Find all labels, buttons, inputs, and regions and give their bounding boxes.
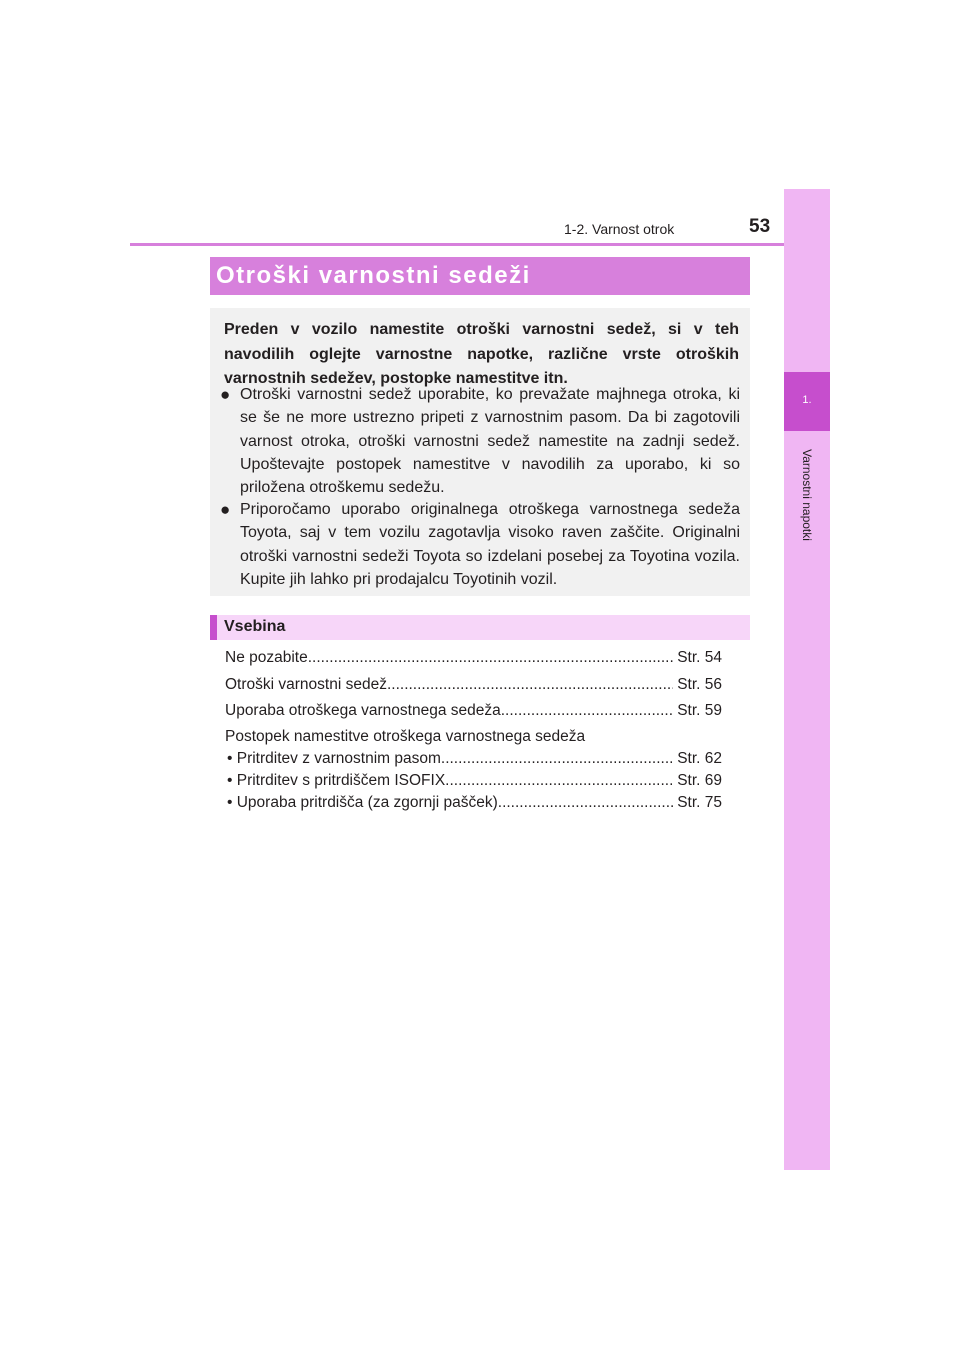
toc-sub-entry[interactable] [227,794,722,812]
toc-dot-leader [501,702,673,720]
toc-entry[interactable] [225,649,722,667]
page-number: 53 [749,216,771,237]
toc-dot-leader [445,772,673,790]
toc-entry-page: Str. 62 [677,750,722,767]
toc-sub-entry[interactable] [227,750,722,768]
side-chapter-title: Varnostni napotki [800,449,814,541]
contents-heading-accent [210,615,217,640]
intro-bullet [220,383,740,499]
contents-heading-bar [210,615,750,640]
toc-entry-label: Ne pozabite [225,649,308,666]
toc-entry-page: Str. 69 [677,772,722,789]
toc-entry-label: • Uporaba pritrdišča (za zgornji pašček) [227,794,498,811]
bullet-dot-icon: ● [220,500,231,519]
section-title-bar [210,257,750,295]
side-tab-band [784,189,830,1170]
side-chapter-number: 1. [802,394,812,406]
toc-entry-page: Str. 54 [677,649,722,666]
toc-dot-leader [498,794,673,812]
toc-dot-leader [441,750,673,768]
toc-entry-label: • Pritrditev z varnostnim pasom [227,750,441,767]
contents-heading: Vsebina [224,618,286,635]
toc-entry-page: Str. 59 [677,702,722,719]
toc-group-label: Postopek namestitve otroškega varnostnega sedeža [225,728,586,745]
toc-entry[interactable] [225,702,722,720]
toc-entry-label: Otroški varnostni sedež [225,676,387,693]
toc-entry-label: Uporaba otroškega varnostnega sedeža [225,702,501,719]
bullet-dot-icon: ● [220,385,231,404]
toc-dot-leader [387,676,673,694]
intro-bullet-text: Priporočamo uporabo originalnega otroškega varnostnega sedeža Toyota, saj v tem vozilu zagotavlja visoko raven zaščite. Originalni otroški varnostni sedeži Toyota so izdelani posebej za Toyotina vozila. Kupite jih lahko pri prodajalcu Toyotinih vozil. [240,501,740,588]
header-divider [130,243,830,246]
toc-entry[interactable] [225,676,722,694]
intro-bullet-text: Otroški varnostni sedež uporabite, ko prevažate majhnega otroka, ki se še ne more ustrezno pripeti z varnostnim pasom. Da bi zagotovili varnost otroka, otroški varnostni sedež namestite na zadnji sedež. Upoštevajte postopek namestitve v navodilih za uporabo, ki so priložena otroškemu sedežu. [240,386,740,497]
toc-entry-page: Str. 56 [677,676,722,693]
intro-lead: Preden v vozilo namestite otroški varnostni sedež, si v teh navodilih oglejte varnostne napotke, različne vrste otroških varnostnih sedežev, postopke namestitve itn. [224,321,739,387]
intro-bullet [220,498,740,591]
toc-dot-leader [308,649,673,667]
intro-box [210,308,750,596]
toc-entry-label: • Pritrditev s pritrdiščem ISOFIX [227,772,446,789]
toc-sub-entry[interactable] [227,772,722,790]
section-title: Otroški varnostni sedeži [216,262,531,289]
toc-entry-page: Str. 75 [677,794,722,811]
header-section-title: 1-2. Varnost otrok [564,221,675,237]
side-chapter-marker [784,372,830,431]
